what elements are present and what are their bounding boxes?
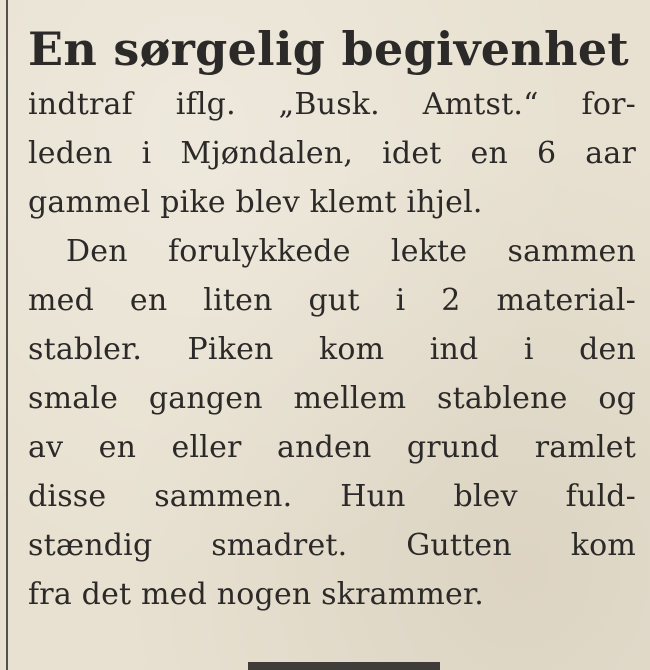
text-line: av en eller anden grund ramlet [28,430,636,465]
text-line: gammel pike blev klemt ihjel. [28,185,483,220]
article [28,22,636,619]
text-line: med en liten gut i 2 material- [28,283,636,318]
text-line: indtraf iflg. „Busk. Amtst.“ for- [28,87,636,122]
text-line: leden i Mjøndalen, idet en 6 aar [28,136,636,171]
column-rule [6,0,8,670]
article-headline: En sørgelig begivenhet [28,22,629,76]
paragraph-2 [28,227,636,619]
text-line: disse sammen. Hun blev fuld- [28,479,636,514]
text-line: fra det med nogen skrammer. [28,577,484,612]
text-line: Den forulykkede lekte sammen [66,234,636,269]
text-line: stændig smadret. Gutten kom [28,528,636,563]
text-line: stabler. Piken kom ind i den [28,332,636,367]
paragraph-1 [28,80,636,227]
text-line: smale gangen mellem stablene og [28,381,636,416]
section-rule [248,662,440,670]
